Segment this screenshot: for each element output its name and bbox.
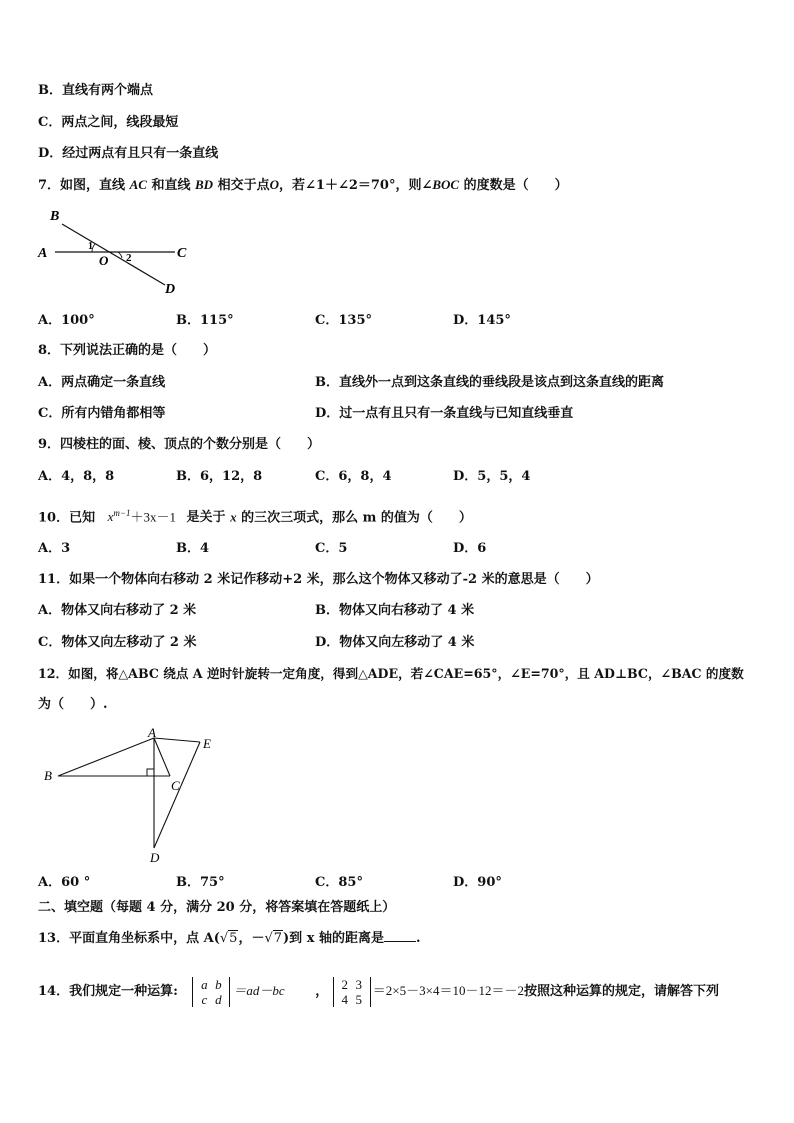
q12-option-b: B．75° bbox=[176, 875, 225, 890]
q13-answer-blank bbox=[384, 941, 416, 942]
right-angle-mark bbox=[147, 769, 154, 776]
q9-stem: 9．四棱柱的面、棱、顶点的个数分别是（ ） bbox=[38, 437, 321, 452]
q10-option-d: D．6 bbox=[453, 541, 487, 556]
q10-option-a: A．3 bbox=[38, 541, 71, 556]
segment-ac bbox=[154, 738, 170, 776]
label-b: B bbox=[44, 768, 52, 783]
label-d: D bbox=[165, 282, 176, 297]
label-c: C bbox=[177, 246, 187, 261]
q9-option-a: A．4，8，8 bbox=[38, 469, 115, 484]
q8-option-b: B．直线外一点到这条直线的垂线段是该点到这条直线的距离 bbox=[315, 375, 664, 390]
label-a: A bbox=[38, 246, 48, 261]
q7-option-c: C．135° bbox=[315, 313, 372, 328]
q12-option-c: C．85° bbox=[315, 875, 363, 890]
q12-stem: 12．如图，将△ABC 绕点 A 逆时针旋转一定角度，得到△ADE，若∠CAE=65°，∠E=70°，且 AD⊥BC，∠BAC 的度数 bbox=[38, 666, 744, 681]
q8-stem: 8．下列说法正确的是（ ） bbox=[38, 343, 217, 358]
label-2: 2 bbox=[126, 252, 132, 264]
q7-option-a: A．100° bbox=[38, 313, 95, 328]
segment-ba bbox=[58, 738, 154, 776]
q11-option-a: A．物体又向右移动了 2 米 bbox=[38, 603, 197, 618]
segment-ae bbox=[154, 738, 200, 742]
q6-option-b: B．直线有两个端点 bbox=[38, 83, 153, 98]
q13-stem: 13．平面直角坐标系中，点 A(√5，－√7)到 x 轴的距离是 . bbox=[38, 931, 421, 946]
section-heading: 二、填空题（每题 4 分，满分 20 分，将答案填在答题纸上） bbox=[38, 900, 396, 915]
q11-option-b: B．物体又向右移动了 4 米 bbox=[315, 603, 475, 618]
q14-stem: 14．我们规定一种运算: a b c d ＝ad－bc ， 2 3 4 5 ＝2×5－3×4＝10－12＝－2按照这种运算的规定，请解答下列 bbox=[38, 976, 719, 1007]
q7-option-d: D．145° bbox=[453, 313, 511, 328]
q10-stem: 10．已知 $x^{m-1}+3x-1$ 是关于 x 的三次三项式，那么 m 的值为（ ） bbox=[38, 508, 472, 526]
segment-ed bbox=[154, 742, 200, 848]
q8-option-d: D．过一点有且只有一条直线与已知直线垂直 bbox=[315, 406, 574, 421]
q11-stem: 11．如果一个物体向右移动 2 米记作移动+2 米，那么这个物体又移动了-2 米的意思是（ ） bbox=[38, 572, 599, 587]
q11-option-d: D．物体又向左移动了 4 米 bbox=[315, 635, 475, 650]
q12-option-d: D．90° bbox=[453, 875, 502, 890]
label-o: O bbox=[99, 253, 109, 268]
q12-stem-cont: 为（ ）. bbox=[38, 697, 108, 712]
q7-stem: 7．如图，直线 AC 和直线 BD 相交于点O，若∠1＋∠2＝70°，则∠BOC 的度数是（ ） bbox=[38, 177, 568, 193]
label-a: A bbox=[148, 725, 156, 740]
q10-option-c: C．5 bbox=[315, 541, 348, 556]
q9-option-b: B．6，12，8 bbox=[176, 469, 263, 484]
q11-option-c: C．物体又向左移动了 2 米 bbox=[38, 635, 197, 650]
q8-option-c: C．所有内错角都相等 bbox=[38, 406, 166, 421]
q9-option-c: C．6，8，4 bbox=[315, 469, 392, 484]
q6-option-c: C．两点之间，线段最短 bbox=[38, 115, 179, 130]
q12-option-a: A．60 ° bbox=[38, 875, 91, 890]
q10-option-b: B．4 bbox=[176, 541, 210, 556]
q6-option-d: D．经过两点有且只有一条直线 bbox=[38, 146, 219, 161]
label-1: 1 bbox=[88, 241, 93, 252]
q7-option-b: B．115° bbox=[176, 313, 234, 328]
label-c: C bbox=[171, 778, 180, 793]
determinant-2345: 2 3 4 5 bbox=[333, 977, 371, 1007]
label-e: E bbox=[203, 736, 211, 751]
q9-option-d: D．5，5，4 bbox=[453, 469, 531, 484]
determinant-abcd: a b c d bbox=[192, 977, 230, 1007]
label-d: D bbox=[150, 850, 160, 865]
q8-option-a: A．两点确定一条直线 bbox=[38, 375, 166, 390]
label-b: B bbox=[50, 209, 60, 224]
